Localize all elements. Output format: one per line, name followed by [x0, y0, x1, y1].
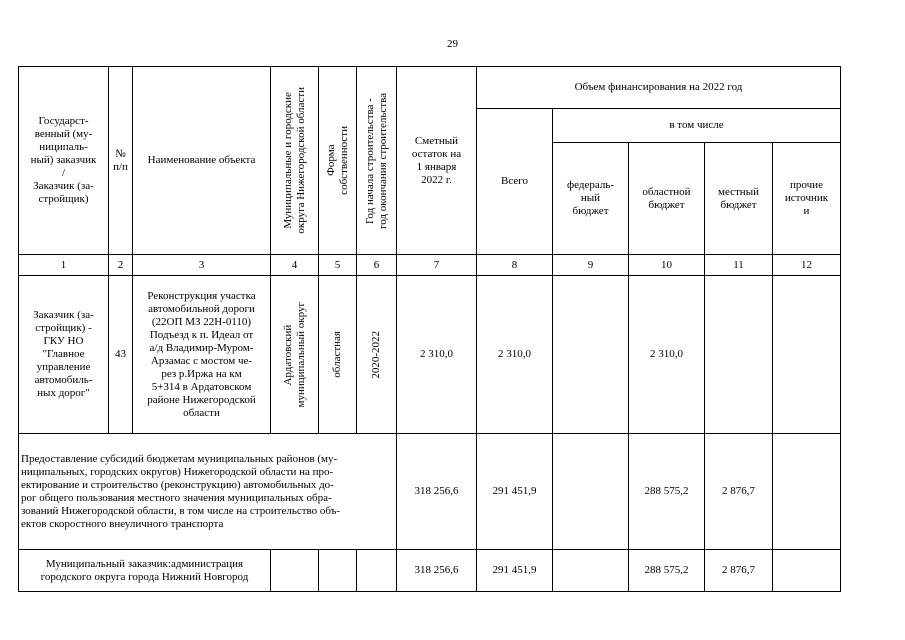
cell-ownership — [319, 276, 357, 434]
header-total: Всего — [477, 109, 553, 255]
column-number: 12 — [773, 255, 841, 276]
cell-years-text: 2020-2022 — [370, 330, 382, 379]
column-number: 3 — [133, 255, 271, 276]
column-number: 8 — [477, 255, 553, 276]
header-customer: Государст- венный (му- ниципаль- ный) заказчик / Заказчик (за- стройщик) — [19, 67, 109, 255]
cell-federal — [553, 550, 629, 592]
cell-ownership-text: областная — [331, 331, 343, 378]
cell-customer: Заказчик (за- стройщик) - ГКУ НО "Главное управление автомобиль- ных дорог" — [19, 276, 109, 434]
column-number: 4 — [271, 255, 319, 276]
cell-municipality-text: Ардатовский муниципальный округ — [281, 301, 307, 408]
column-number: 6 — [357, 255, 397, 276]
header-including: в том числе — [553, 109, 841, 143]
header-number: № п/п — [109, 67, 133, 255]
column-number: 10 — [629, 255, 705, 276]
column-number-row — [19, 255, 841, 276]
cell-total: 291 451,9 — [477, 550, 553, 592]
cell-subsidy-description: Предоставление субсидий бюджетам муниципальных районов (му- ниципальных, городских округов) Нижегородской области на про- ектирование и строительство (реконструкцию) автомобильных до- рог общего пользования местного значения муниципальных обра- зований Нижегородской области, в том числе на строительство объ- ектов скоростного внеуличного транспорта — [19, 434, 397, 550]
column-number: 11 — [705, 255, 773, 276]
cell-total: 291 451,9 — [477, 434, 553, 550]
cell-regional: 2 310,0 — [629, 276, 705, 434]
cell-local: 2 876,7 — [705, 434, 773, 550]
header-regional: областной бюджет — [629, 143, 705, 255]
cell-local — [705, 276, 773, 434]
cell-federal — [553, 434, 629, 550]
cell-estimated-balance: 318 256,6 — [397, 550, 477, 592]
cell-other — [773, 434, 841, 550]
cell-municipal-customer: Муниципальный заказчик:администрация городского округа города Нижний Новгород — [19, 550, 271, 592]
cell-empty — [357, 550, 397, 592]
table-row-municipal — [19, 550, 841, 592]
column-number: 9 — [553, 255, 629, 276]
cell-other — [773, 276, 841, 434]
header-local: местный бюджет — [705, 143, 773, 255]
cell-total: 2 310,0 — [477, 276, 553, 434]
header-municipality-text: Муниципальные и городские округа Нижегородской области — [281, 87, 307, 234]
column-number: 1 — [19, 255, 109, 276]
cell-object-name: Реконструкция участка автомобильной дороги (22ОП МЗ 22Н-0110) Подъезд к п. Идеал от а/д Владимир-Муром- Арзамас с мостом че- рез р.Иржа на км 5+314 в Ардатовском районе Нижегородской области — [133, 276, 271, 434]
cell-local: 2 876,7 — [705, 550, 773, 592]
header-estimated-balance: Сметный остаток на 1 января 2022 г. — [397, 67, 477, 255]
header-years — [357, 67, 397, 255]
column-number: 2 — [109, 255, 133, 276]
cell-regional: 288 575,2 — [629, 550, 705, 592]
column-number: 5 — [319, 255, 357, 276]
cell-empty — [319, 550, 357, 592]
header-ownership — [319, 67, 357, 255]
header-federal: федераль- ный бюджет — [553, 143, 629, 255]
cell-regional: 288 575,2 — [629, 434, 705, 550]
column-number: 7 — [397, 255, 477, 276]
table-row-subsidy — [19, 434, 841, 550]
header-years-text: Год начала строительства - год окончания строительства — [363, 92, 389, 229]
cell-federal — [553, 276, 629, 434]
table-row-object — [19, 276, 841, 434]
header-municipality — [271, 67, 319, 255]
header-other: прочие источник и — [773, 143, 841, 255]
page-number: 29 — [447, 38, 458, 50]
financing-table — [18, 66, 841, 592]
cell-estimated-balance: 2 310,0 — [397, 276, 477, 434]
cell-municipality — [271, 276, 319, 434]
cell-estimated-balance: 318 256,6 — [397, 434, 477, 550]
header-object-name: Наименование объекта — [133, 67, 271, 255]
header-funding-volume: Объем финансирования на 2022 год — [477, 67, 841, 109]
header-ownership-text: Форма собственности — [324, 126, 350, 195]
cell-number: 43 — [109, 276, 133, 434]
cell-empty — [271, 550, 319, 592]
cell-years — [357, 276, 397, 434]
cell-other — [773, 550, 841, 592]
